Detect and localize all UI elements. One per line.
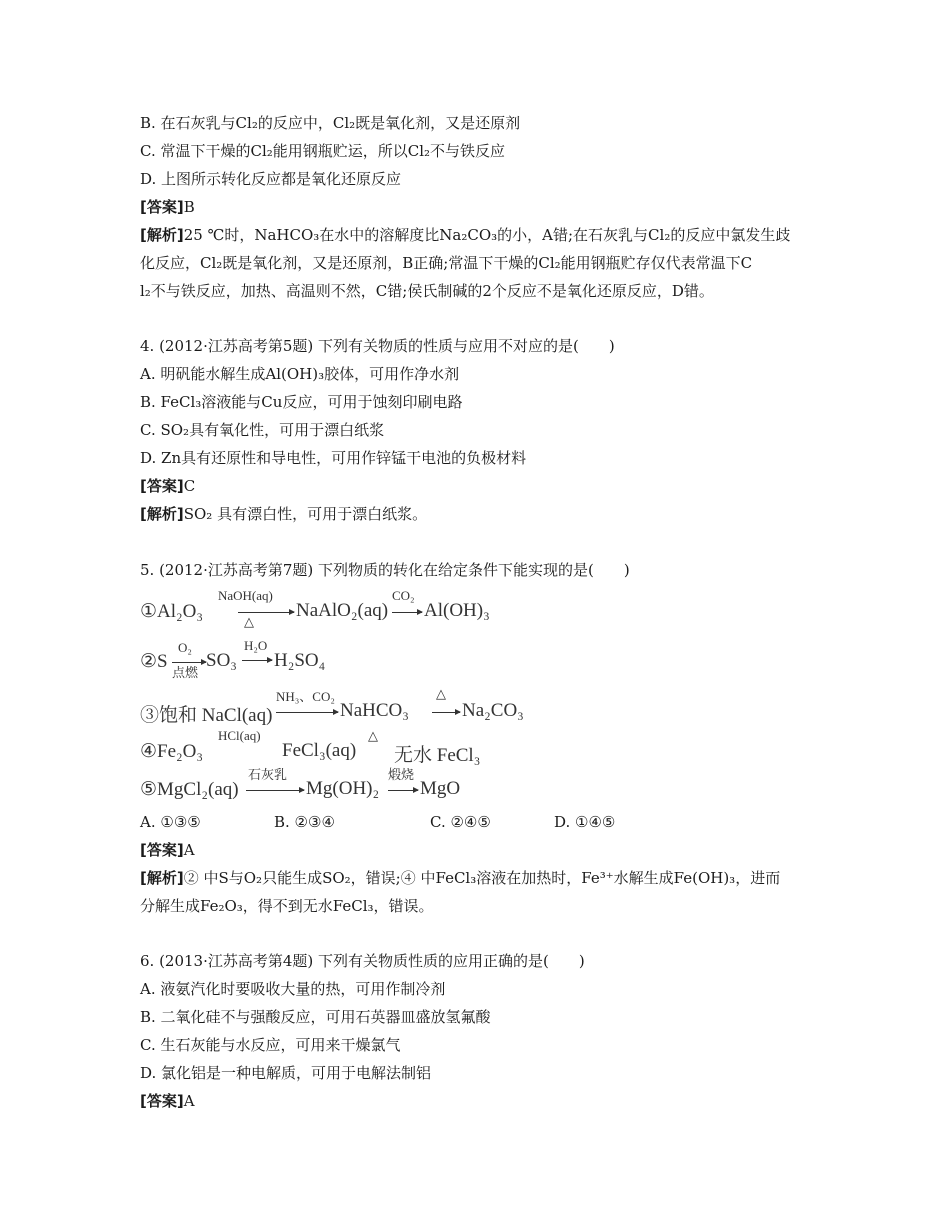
q3-answer — [140, 197, 195, 217]
intermediate: NaAlO₂(aq) — [296, 600, 389, 621]
arrow — [388, 790, 418, 791]
q5-answer — [140, 840, 195, 860]
q6-option-a: A. 液氨汽化时要吸收大量的热，可用作制冷剂 — [140, 980, 446, 998]
condition: CO₂ — [392, 588, 415, 603]
product: MgO — [420, 778, 461, 799]
answer-label: [答案] — [140, 1092, 184, 1110]
arrow — [432, 712, 460, 713]
condition: 石灰乳 — [248, 767, 288, 782]
q6-answer — [140, 1091, 195, 1111]
answer-value: A — [183, 1092, 195, 1110]
q5-analysis-line-1 — [140, 868, 780, 888]
intermediate: SO₃ — [206, 650, 237, 671]
arrow — [246, 790, 304, 791]
condition: HCl(aq) — [218, 728, 261, 743]
condition-below: △ — [244, 614, 254, 629]
q3-option-c: C. 常温下干燥的Cl₂能用钢瓶贮运，所以Cl₂不与铁反应 — [140, 142, 506, 160]
answer-label: [答案] — [140, 477, 184, 495]
q4-option-c: C. SO₂具有氧化性，可用于漂白纸浆 — [140, 421, 385, 439]
reactant: ⑤MgCl₂(aq) — [140, 779, 239, 800]
answer-value: A — [183, 841, 195, 859]
q4-option-d: D. Zn具有还原性和导电性，可用作锌锰干电池的负极材料 — [140, 449, 527, 467]
condition: H₂O — [244, 638, 268, 653]
choice-c: C. ②④⑤ — [430, 813, 491, 831]
analysis-text: SO₂ 具有漂白性，可用于漂白纸浆。 — [183, 505, 428, 523]
analysis-label: [解析] — [140, 226, 184, 244]
q4-analysis — [140, 504, 427, 524]
reactant: ④Fe₂O₃ — [140, 741, 204, 762]
product: Al(OH)₃ — [424, 600, 490, 621]
condition: NH₃、CO₂ — [276, 689, 335, 704]
arrow — [238, 612, 294, 613]
reactant: ③饱和 NaCl(aq) — [140, 705, 273, 726]
q6-option-c: C. 生石灰能与水反应，可用来干燥氯气 — [140, 1036, 401, 1054]
arrow — [276, 712, 338, 713]
q5-stem: 5. (2012·江苏高考第7题) 下列物质的转化在给定条件下能实现的是( ) — [140, 561, 630, 579]
choice-b: B. ②③④ — [274, 813, 335, 831]
product: Na₂CO₃ — [462, 700, 524, 721]
q4-option-b: B. FeCl₃溶液能与Cu反应，可用于蚀刻印刷电路 — [140, 393, 463, 411]
condition: NaOH(aq) — [218, 588, 273, 603]
product: 无水 FeCl₃ — [394, 745, 481, 766]
q5-choices — [140, 812, 840, 832]
q3-option-b: B. 在石灰乳与Cl₂的反应中，Cl₂既是氧化剂，又是还原剂 — [140, 114, 521, 132]
reactant: ②S — [140, 651, 168, 672]
intermediate: Mg(OH)₂ — [306, 778, 380, 799]
condition: O₂ — [178, 640, 192, 655]
condition: 煅烧 — [388, 767, 415, 782]
condition: △ — [368, 728, 378, 743]
q3-analysis-line-3: l₂不与铁反应，加热、高温则不然，C错;侯氏制碱的2个反应不是氧化还原反应，D错。 — [140, 282, 714, 300]
product: H₂SO₄ — [274, 650, 326, 671]
q4-answer — [140, 476, 195, 496]
q4-option-a: A. 明矾能水解生成Al(OH)₃胶体，可用作净水剂 — [140, 365, 460, 383]
intermediate: NaHCO₃ — [340, 700, 409, 721]
reactant: ①Al₂O₃ — [140, 601, 204, 622]
intermediate: FeCl₃(aq) — [282, 740, 357, 761]
q3-option-d: D. 上图所示转化反应都是氧化还原反应 — [140, 170, 402, 188]
analysis-text: ② 中S与O₂只能生成SO₂，错误;④ 中FeCl₃溶液在加热时，Fe³⁺水解生成Fe(OH)₃，进而 — [183, 869, 781, 887]
arrow — [242, 660, 272, 661]
q3-analysis-line-1 — [140, 225, 790, 245]
q6-stem: 6. (2013·江苏高考第4题) 下列有关物质性质的应用正确的是( ) — [140, 952, 585, 970]
answer-value: B — [183, 198, 195, 216]
answer-label: [答案] — [140, 198, 184, 216]
q4-stem: 4. (2012·江苏高考第5题) 下列有关物质的性质与应用不对应的是( ) — [140, 337, 615, 355]
answer-label: [答案] — [140, 841, 184, 859]
condition-below: 点燃 — [172, 665, 199, 680]
choice-d: D. ①④⑤ — [554, 813, 616, 831]
q6-option-d: D. 氯化铝是一种电解质，可用于电解法制铝 — [140, 1064, 432, 1082]
choice-a: A. ①③⑤ — [140, 813, 201, 831]
analysis-text: 25 ℃时，NaHCO₃在水中的溶解度比Na₂CO₃的小，A错;在石灰乳与Cl₂的反应中氯发生歧 — [183, 226, 791, 244]
arrow — [392, 612, 422, 613]
analysis-label: [解析] — [140, 505, 184, 523]
q3-analysis-line-2: 化反应，Cl₂既是氧化剂，又是还原剂，B正确;常温下干燥的Cl₂能用钢瓶贮存仅代表常温下C — [140, 254, 753, 272]
q5-analysis-line-2: 分解生成Fe₂O₃，得不到无水FeCl₃，错误。 — [140, 897, 434, 915]
analysis-label: [解析] — [140, 869, 184, 887]
condition: △ — [436, 686, 446, 701]
answer-value: C — [183, 477, 196, 495]
q6-option-b: B. 二氧化硅不与强酸反应，可用石英器皿盛放氢氟酸 — [140, 1008, 491, 1026]
